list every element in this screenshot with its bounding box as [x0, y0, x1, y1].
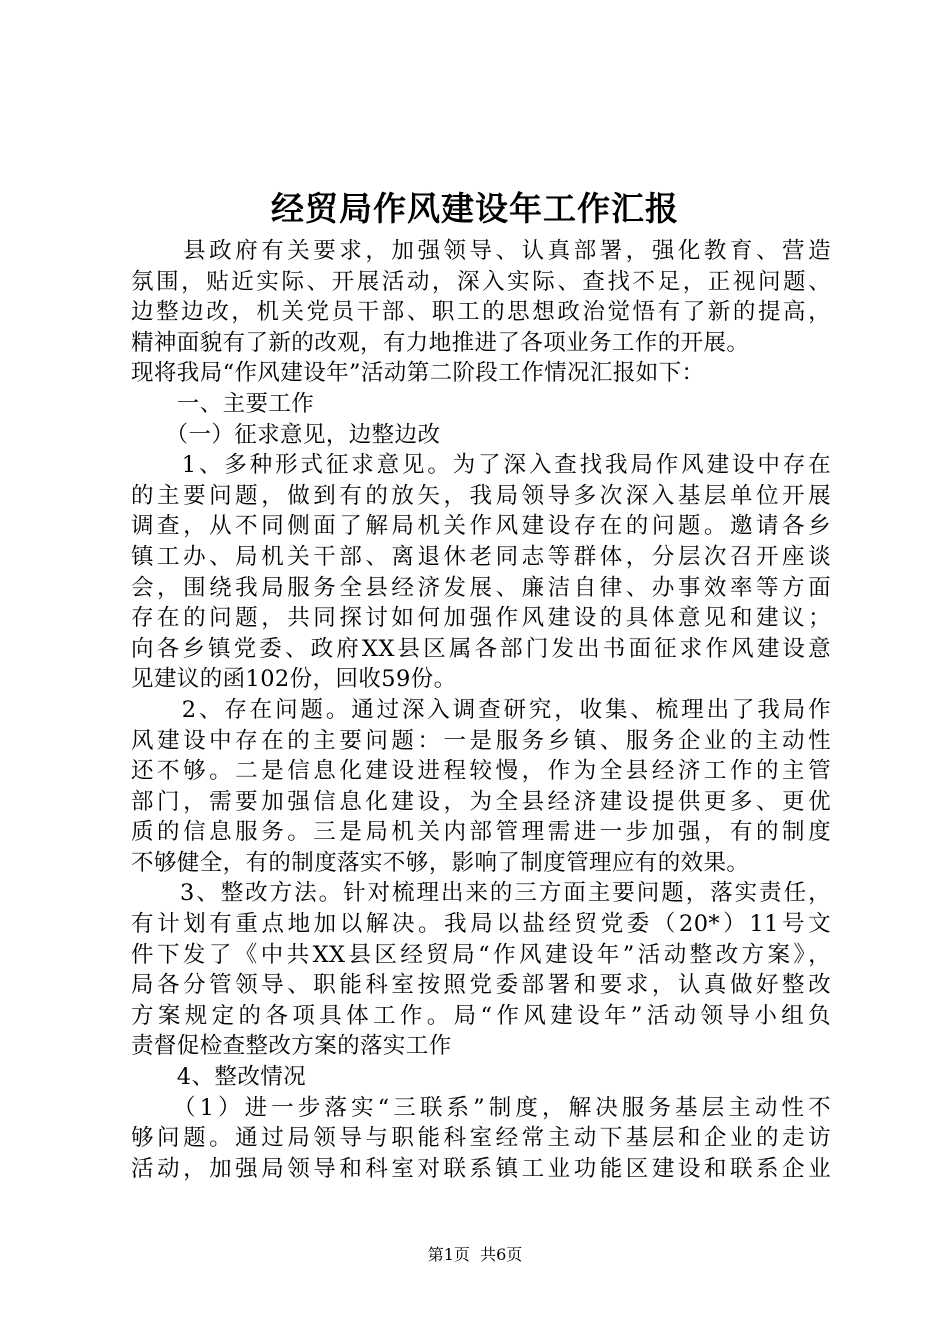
body-line: 边整边改，机关党员干部、职工的思想政治觉悟有了新的提高，	[131, 299, 831, 326]
body-line: 会，围绕我局服务全县经济发展、廉洁自律、办事效率等方面	[131, 574, 831, 601]
body-line: 存在的问题，共同探讨如何加强作风建设的具体意见和建议；	[131, 605, 831, 632]
body-line: 3、整改方法。针对梳理出来的三方面主要问题，落实责任，	[131, 880, 831, 907]
page-footer: 第1页 共6页	[427, 1245, 523, 1264]
body-line: 2、存在问题。通过深入调查研究，收集、梳理出了我局作	[131, 696, 831, 723]
body-line: 见建议的函102份，回收59份。	[131, 666, 457, 693]
body-line: 一、主要工作	[131, 390, 315, 417]
body-line: （一）征求意见，边整边改	[131, 421, 441, 448]
body-line: 部门，需要加强信息化建设，为全县经济建设提供更多、更优	[131, 788, 831, 815]
body-line: 县政府有关要求，加强领导、认真部署，强化教育、营造	[131, 238, 831, 264]
body-line: 方案规定的各项具体工作。局“作风建设年”活动领导小组负	[131, 1002, 831, 1029]
body-line: （1）进一步落实“三联系”制度，解决服务基层主动性不	[131, 1094, 831, 1121]
body-line: 还不够。二是信息化建设进程较慢，作为全县经济工作的主管	[131, 758, 831, 785]
body-line: 1、多种形式征求意见。为了深入查找我局作风建设中存在	[131, 452, 831, 479]
body-line: 4、整改情况	[131, 1064, 307, 1091]
body-line: 精神面貌有了新的改观，有力地推进了各项业务工作的开展。	[131, 329, 750, 356]
body-line: 氛围，贴近实际、开展活动，深入实际、查找不足，正视问题、	[131, 268, 831, 295]
body-line: 镇工办、局机关干部、离退休老同志等群体，分层次召开座谈	[131, 543, 831, 570]
document-body	[131, 236, 831, 1184]
body-line: 的主要问题，做到有的放矢，我局领导多次深入基层单位开展	[131, 482, 831, 509]
body-line: 调查，从不同侧面了解局机关作风建设存在的问题。邀请各乡	[131, 513, 831, 540]
body-line: 质的信息服务。三是局机关内部管理需进一步加强，有的制度	[131, 819, 831, 846]
body-line: 现将我局“作风建设年”活动第二阶段工作情况汇报如下：	[131, 360, 705, 387]
body-line: 局各分管领导、职能科室按照党委部署和要求，认真做好整改	[131, 972, 831, 999]
body-line: 不够健全，有的制度落实不够，影响了制度管理应有的效果。	[131, 849, 750, 876]
body-line: 活动，加强局领导和科室对联系镇工业功能区建设和联系企业	[131, 1155, 831, 1182]
document-title: 经贸局作风建设年工作汇报	[271, 189, 679, 228]
body-line: 风建设中存在的主要问题：一是服务乡镇、服务企业的主动性	[131, 727, 831, 754]
body-line: 责督促检查整改方案的落实工作	[131, 1033, 452, 1060]
body-line: 够问题。通过局领导与职能科室经常主动下基层和企业的走访	[131, 1125, 831, 1152]
body-line: 件下发了《中共XX县区经贸局“作风建设年”活动整改方案》，	[131, 941, 831, 968]
body-line: 有计划有重点地加以解决。我局以盐经贸党委（20*）11号文	[131, 911, 831, 938]
body-line: 向各乡镇党委、政府XX县区属各部门发出书面征求作风建设意	[131, 635, 831, 662]
